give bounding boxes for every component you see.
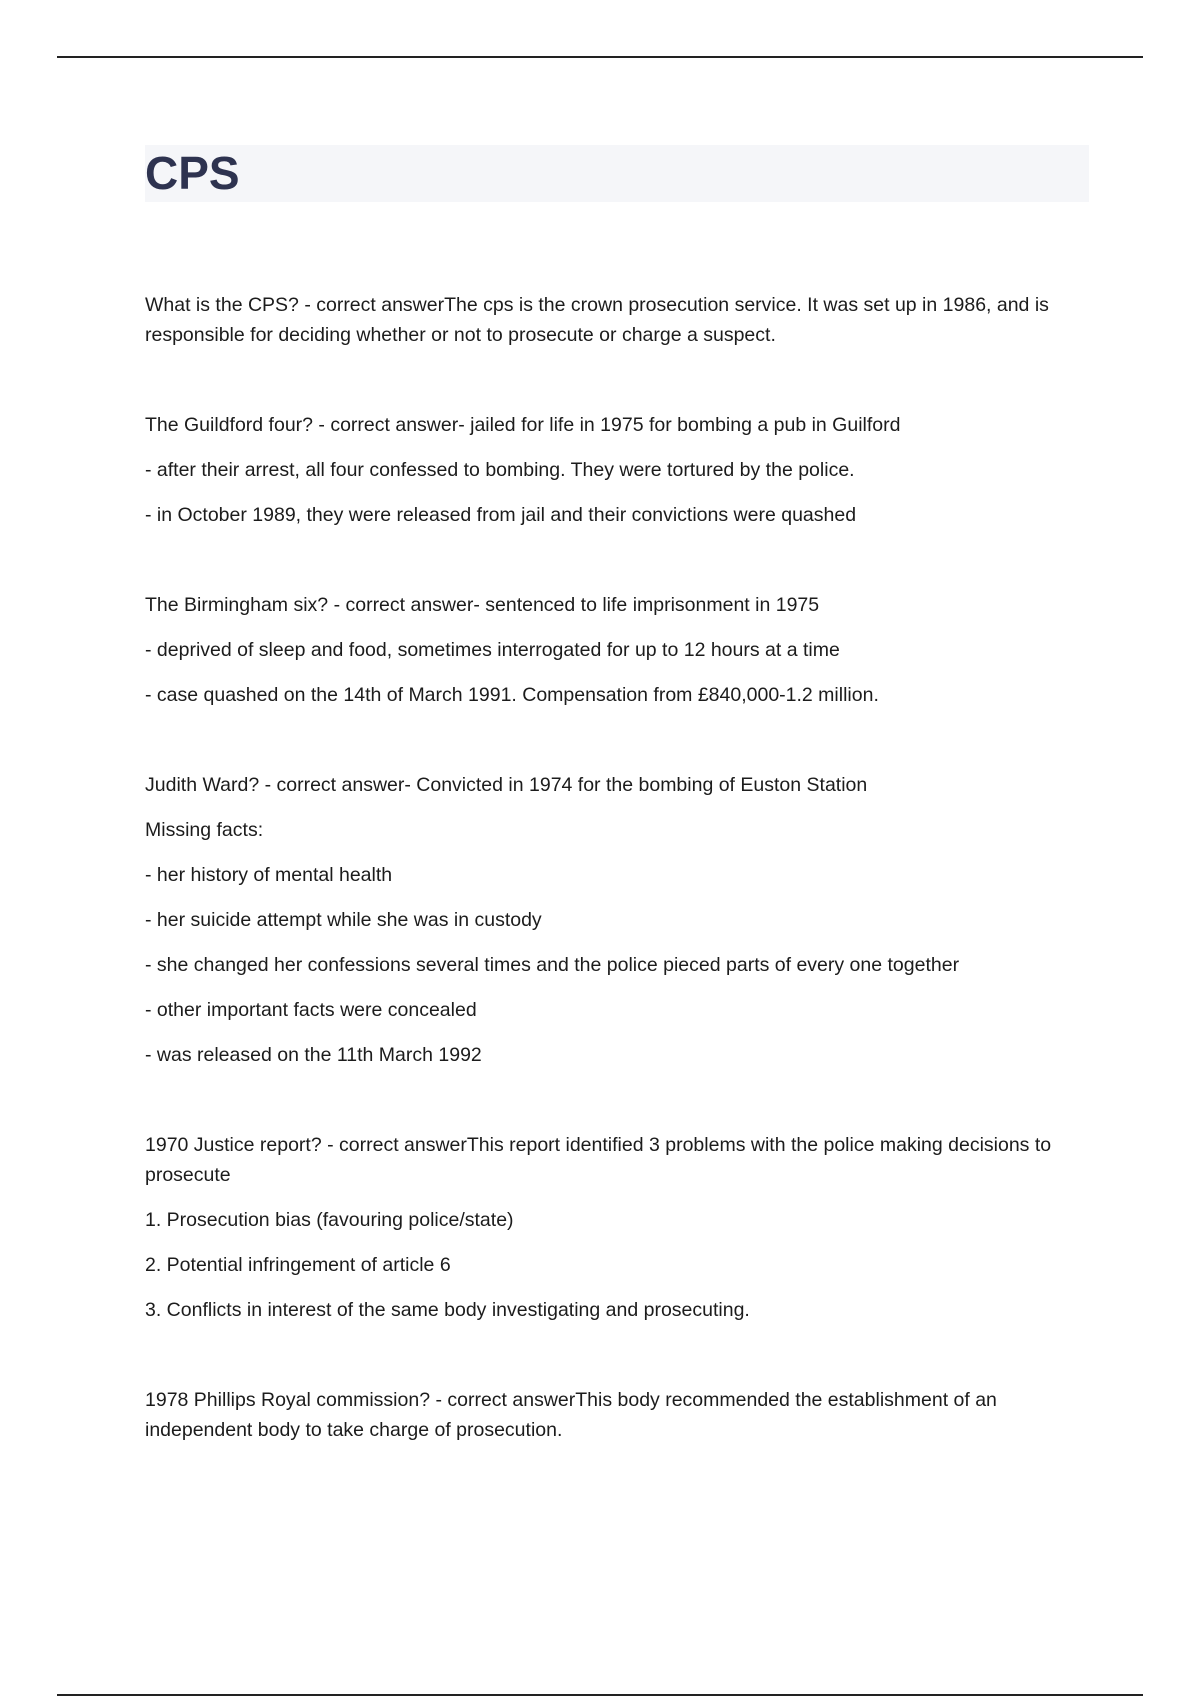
qa-entry [145,1130,1089,1325]
entry-line: - deprived of sleep and food, sometimes interrogated for up to 12 hours at a time [145,639,840,661]
entry-line: 2. Potential infringement of article 6 [145,1254,451,1276]
bottom-divider [57,1694,1143,1696]
top-divider [57,56,1143,58]
entry-line: - was released on the 11th March 1992 [145,1044,482,1066]
title-band [145,145,1089,202]
entry-line: 1. Prosecution bias (favouring police/state) [145,1209,514,1231]
entry-line: What is the CPS? - correct answerThe cps is the crown prosecution service. It was set up in 1986, and is responsible for deciding whether or not to prosecute or charge a suspect. [145,294,1049,346]
entry-line: 3. Conflicts in interest of the same body investigating and prosecuting. [145,1299,750,1321]
qa-entry [145,290,1089,350]
page-title: CPS [145,147,240,199]
entry-line: - her suicide attempt while she was in custody [145,909,542,931]
entry-line: - other important facts were concealed [145,999,477,1021]
entry-line: The Birmingham six? - correct answer- sentenced to life imprisonment in 1975 [145,594,820,616]
entry-line: The Guildford four? - correct answer- jailed for life in 1975 for bombing a pub in Guilford [145,414,901,436]
entry-line: Missing facts: [145,819,264,841]
entry-line: - her history of mental health [145,864,393,886]
entry-line: 1970 Justice report? - correct answerThis report identified 3 problems with the police making decisions to prosecute [145,1134,1052,1186]
entry-line: - case quashed on the 14th of March 1991. Compensation from £840,000-1.2 million. [145,684,879,706]
entry-line: Judith Ward? - correct answer- Convicted in 1974 for the bombing of Euston Station [145,774,868,796]
entry-line: 1978 Phillips Royal commission? - correct answerThis body recommended the establishment of an independent body to take charge of prosecution. [145,1389,997,1441]
qa-entry [145,1385,1089,1445]
qa-entry [145,410,1089,530]
document-body [145,290,1089,1445]
entry-line: - in October 1989, they were released from jail and their convictions were quashed [145,504,857,526]
entry-line: - she changed her confessions several times and the police pieced parts of every one together [145,954,960,976]
qa-entry [145,770,1089,1070]
entry-line: - after their arrest, all four confessed to bombing. They were tortured by the police. [145,459,855,481]
qa-entry [145,590,1089,710]
